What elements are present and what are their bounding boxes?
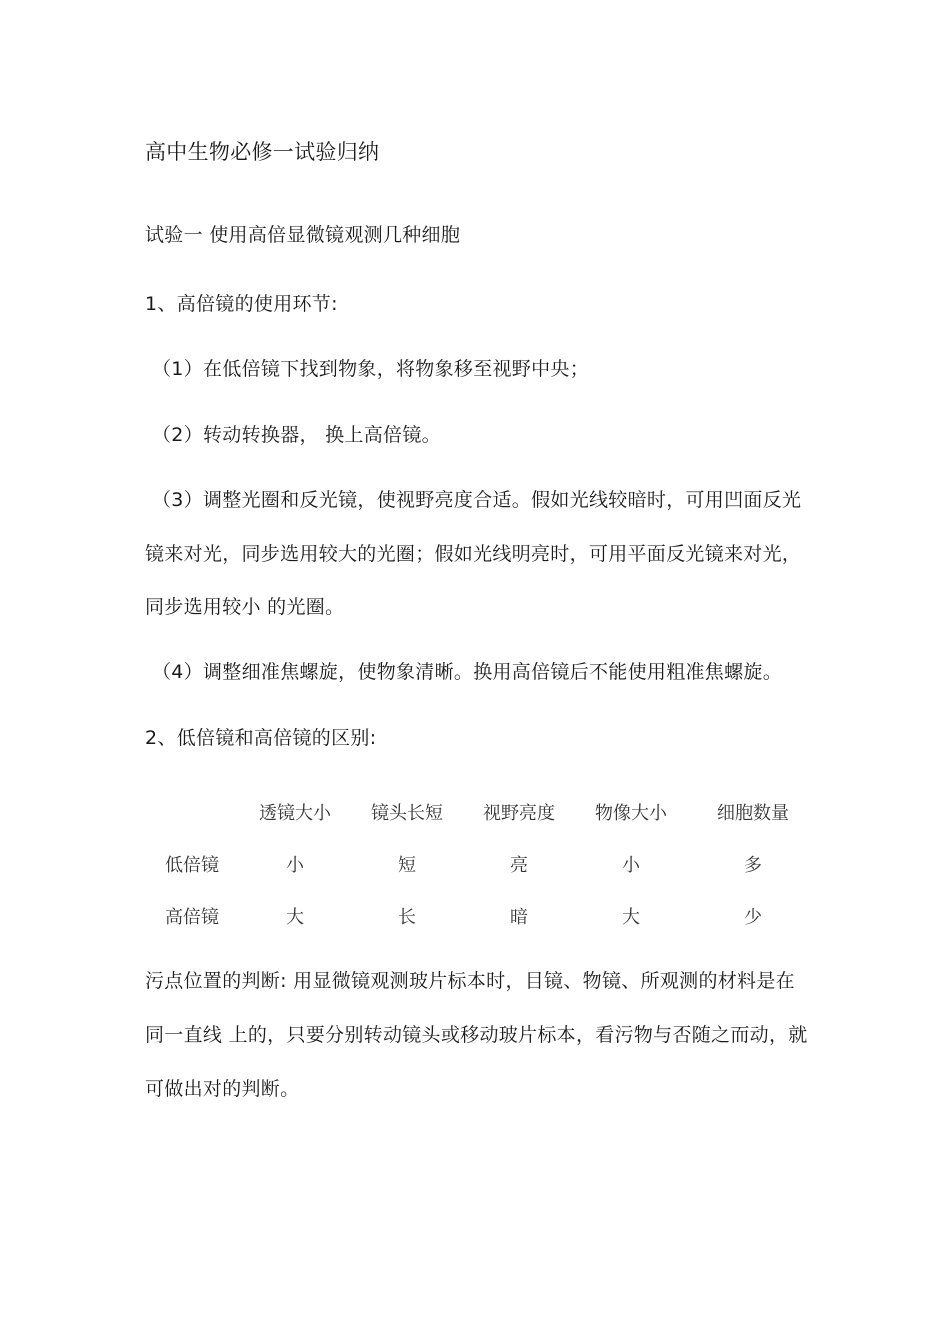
table-header-cell: 镜头长短 bbox=[371, 803, 443, 824]
table-header-cell: 视野亮度 bbox=[483, 803, 555, 824]
step-4: （4）调整细准焦螺旋，使物象清晰。换用高倍镜后不能使用粗准焦螺旋。 bbox=[152, 661, 782, 683]
table-cell: 亮 bbox=[510, 855, 528, 876]
table-cell: 长 bbox=[398, 907, 416, 928]
table-row-label: 低倍镜 bbox=[165, 855, 219, 876]
table-cell: 小 bbox=[622, 855, 640, 876]
table-row bbox=[145, 890, 819, 942]
table-header-cell: 透镜大小 bbox=[259, 803, 331, 824]
step-1: （1）在低倍镜下找到物象，将物象移至视野中央； bbox=[152, 358, 589, 380]
step-3-line-3: 同步选用较小 的光圈。 bbox=[145, 596, 345, 618]
step-3-line-2: 镜来对光，同步选用较大的光圈；假如光线明亮时，可用平面反光镜来对光， bbox=[145, 543, 802, 565]
step-3-line-1: （3）调整光圈和反光镜，使视野亮度合适。假如光线较暗时，可用凹面反光 bbox=[152, 489, 802, 511]
table-corner-cell bbox=[145, 786, 239, 838]
table-cell: 大 bbox=[622, 907, 640, 928]
document-title: 高中生物必修一试验归纳 bbox=[145, 140, 380, 164]
table-cell: 小 bbox=[286, 855, 304, 876]
table-row-label: 高倍镜 bbox=[165, 907, 219, 928]
comparison-table bbox=[145, 786, 819, 942]
section-heading: 试验一 使用高倍显微镜观测几种细胞 bbox=[145, 224, 461, 246]
table-cell: 大 bbox=[286, 907, 304, 928]
table-header-row bbox=[145, 786, 819, 838]
step-2: （2）转动转换器， 换上高倍镜。 bbox=[152, 424, 441, 446]
table-header-cell: 细胞数量 bbox=[717, 803, 789, 824]
paragraph-line-1: 污点位置的判断: 用显微镜观测玻片标本时，目镜、物镜、所观测的材料是在 bbox=[145, 970, 795, 992]
table-header-cell: 物像大小 bbox=[595, 803, 667, 824]
table-cell: 短 bbox=[398, 855, 416, 876]
table-cell: 暗 bbox=[510, 907, 528, 928]
table-row bbox=[145, 838, 819, 890]
table-cell: 多 bbox=[744, 855, 762, 876]
paragraph-line-3: 可做出对的判断。 bbox=[145, 1078, 300, 1100]
item-heading-1: 1、高倍镜的使用环节: bbox=[145, 293, 338, 315]
item-heading-2: 2、低倍镜和高倍镜的区别: bbox=[145, 727, 377, 749]
paragraph-line-2: 同一直线 上的，只要分别转动镜头或移动玻片标本，看污物与否随之而动，就 bbox=[145, 1024, 808, 1046]
table-cell: 少 bbox=[744, 907, 762, 928]
